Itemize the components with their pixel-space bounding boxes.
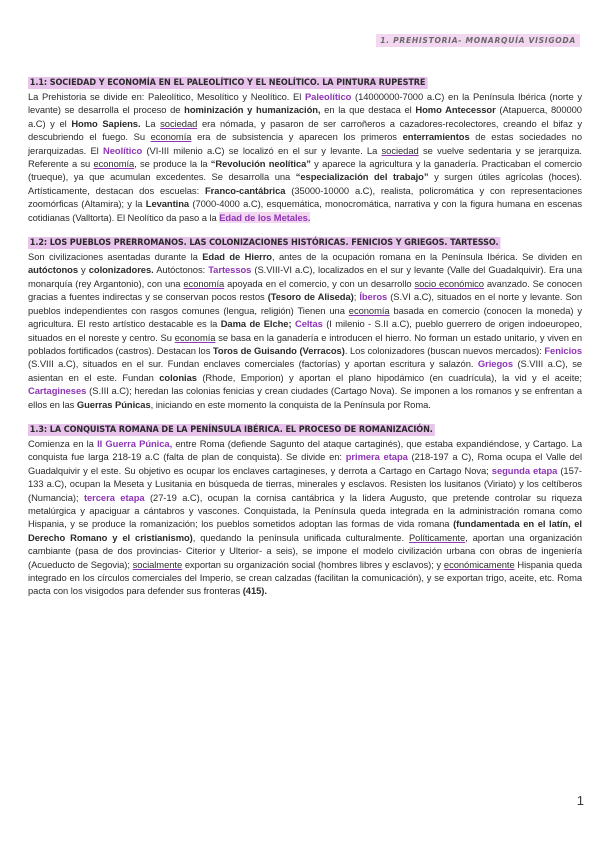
text-run: Autóctonos: [153, 264, 209, 276]
underlined-term: socialmente [132, 558, 183, 570]
bold-text: enterramientos [402, 131, 470, 143]
underlined-term: económicamente [443, 558, 515, 570]
text-run: , antes de la ocupación romana en la Península Ibérica. Se dividen en [271, 251, 583, 263]
bold-text: “Revolución neolítica” [210, 158, 311, 170]
section-pueblos-prerromanos [28, 232, 582, 411]
page-header: 1. PREHISTORIA- MONARQUÍA VISIGODA [376, 34, 580, 47]
highlight-term: Cartagineses [28, 385, 87, 397]
highlight-term: primera etapa [345, 451, 408, 463]
bold-text: colonizadores. [88, 264, 154, 276]
bold-text: Franco-cantábrica [205, 184, 286, 196]
text-run: entre Roma (defiende Sagunto del ataque cartaginés), que estaba expandiéndose, y Cartago. La conquista fue larga 218-19 a.C (falta de plan de conquista). Se divide en: [28, 437, 582, 463]
text-run: ; [353, 291, 360, 303]
text-run: era de subsistencia y aparecen los primeros [191, 131, 403, 143]
text-run: y [78, 264, 89, 276]
document-body [28, 72, 582, 606]
text-run: y aparece la agricultura y la ganadería. Practicaban el comercio (trueque), ya que acumulan excedentes. Se desarrolla una [28, 158, 582, 183]
text-run: La [140, 117, 161, 129]
text-run: , iniciando en este momento la conquista de la Península por Roma. [150, 398, 431, 410]
text-run: La Prehistoria se divide en: Paleolítico, Mesolítico y Neolítico. El [28, 91, 305, 102]
text-run: se vuelve sedentaria y se jerarquiza. Referente a su [28, 144, 582, 170]
highlight-term: Fenicios [544, 344, 582, 356]
text-run: (7000-4000 a.C), esquemática, monocromática, narrativa y con la figura humana en escenas cotidianas (Valltorta). El Neolítico da paso a la [28, 198, 582, 223]
text-run: Son civilizaciones asentadas durante la [28, 251, 203, 263]
bold-text: Levantina [145, 198, 190, 210]
bold-text: (fundamentada en el latín, el Derecho Romano y el cristianismo) [28, 518, 582, 543]
highlight-term: Íberos [359, 291, 388, 303]
underlined-term: economía [183, 277, 225, 289]
bold-text: Homo Sapiens. [71, 117, 141, 129]
text-run: avanzado. Se conocen gracias a fuentes indirectas y se conservan pocos restos [28, 277, 582, 303]
text-run: (S.VIII a.C), situados en el sur. Fundan enclaves comerciales (factorías) y aportan escritura y salazón. [28, 358, 478, 370]
bold-text: (Tesoro de Aliseda) [267, 291, 354, 303]
section-paragraph [28, 437, 582, 598]
page-number: 1 [576, 793, 584, 808]
text-run: (35000-10000 a.C), realista, policromática y con representaciones zoomórficas (Altamira); y la [28, 184, 582, 210]
underlined-term: sociedad [381, 144, 419, 156]
bold-text: “especialización del trabajo” [295, 171, 429, 183]
text-run: (S.VIII-VI a.C), localizados en el sur y levante (Valle del Guadalquivir). Era una monarquía (rey Argantonio), con una [28, 264, 582, 289]
text-run: . Los colonizadores (buscan nuevos mercados): [344, 344, 545, 356]
bold-text: Dama de Elche; [220, 318, 292, 330]
text-run: (I milenio - S.II a.C), pueblo guerrero de origen indoeuropeo, situados en el noreste y centro. Su [28, 318, 583, 343]
text-run: de estas sociedades no jerarquizadas. El [28, 131, 582, 156]
section-paleolitico-neolitico [28, 72, 582, 224]
highlight-term: tercera etapa [83, 491, 145, 503]
section-title: 1.3: LA CONQUISTA ROMANA DE LA PENÍNSULA IBÉRICA. EL PROCESO DE ROMANIZACIÓN. [29, 424, 433, 435]
underlined-term: economía [150, 131, 192, 143]
text-run: (157-133 a.C), ocupan la Meseta y Lusitania en búsqueda de tierras, minerales y esclavos. Resisten los lusitanos (Viriato) y los celtíberos (Numancia); [28, 464, 582, 503]
bold-text: colonias [159, 371, 197, 383]
text-run: , quedando la península unificada culturalmente. [192, 531, 409, 543]
underlined-term: economía [93, 158, 135, 170]
text-run: (S.III a.C); heredan las colonias fenicias y crean ciudades (Cartago Nova). Se imponen a los romanos y se enfrentan a ellos en las [28, 385, 582, 410]
highlight-term: Paleolítico [304, 91, 352, 102]
text-run: Comienza en la [28, 437, 98, 449]
text-run: era nómada, y pasaron de ser carroñeros a cazadores-recolectores, creando el bifaz y descubriendo el fuego. Su [28, 117, 583, 143]
text-run: basada en comercio (conocen la moneda) y agricultura. El resto artístico destacable es la [28, 304, 582, 330]
highlighted-term: Edad de los Metales. [219, 211, 311, 223]
text-run: (S.VI a.C), situados en el norte y levante. Son pueblos independientes con rasgos comunes (lengua, religión) Tienen una [28, 291, 583, 316]
text-run: , se produce la la [134, 158, 211, 170]
section-paragraph [28, 90, 582, 224]
bold-text: Edad de Hierro [202, 251, 272, 263]
bold-text: autóctonos [28, 264, 79, 276]
underlined-term: sociedad [160, 117, 198, 129]
text-run: (Atapuerca, 800000 a.C) y el [28, 104, 582, 129]
text-run: en la que destaca el [320, 104, 416, 116]
section-title: 1.2: LOS PUEBLOS PRERROMANOS. LAS COLONIZACIONES HISTÓRICAS. FENICIOS Y GRIEGOS. TARTESSO. [29, 238, 499, 249]
highlight-term: Griegos [477, 358, 513, 370]
section-paragraph [28, 250, 582, 411]
text-run: (Rhode, Emporion) y aportan el plano hipodámico (en cuadrícula), la vid y el aceite; [196, 371, 582, 383]
text-run: apoyada en el comercio, y con un desarrollo [224, 277, 415, 289]
bold-text: (415). [242, 585, 267, 597]
bold-text: Guerras Púnicas [76, 398, 151, 410]
bold-text: hominización y humanización, [184, 104, 321, 116]
text-run: (27-19 a.C), ocupan la cornisa cantábrica y la lidera Augusto, que pretende controlar su riqueza metalúrgica y apaciguar a cántabros y vascones. Conquistada, la Península queda integrada en la administración romana como Hispania, y se produce la romanización; los pueblos sometidos adoptan las formas de vida romana [28, 491, 582, 530]
underlined-term: economía [348, 304, 390, 316]
text-run: , aportan una organización cambiante (pasa de dos provincias- Citerior y Ulterior- a seis), se impone el modelo civilización urbana con obras de ingeniería (Acueducto de Segovia); [28, 531, 582, 570]
text-run: (S.VIII a.C), se asientan en el este. Fundan [28, 358, 582, 383]
underlined-term: economía [174, 331, 216, 343]
underlined-term: socio económico [414, 277, 484, 289]
text-run: (218-197 a C), Roma ocupa el Valle del Guadalquivir y el este. Su objetivo es ocupar los enclaves cartagineses, y derrota a Cartago en Cartago Nova; [28, 451, 583, 476]
section-conquista-romana [28, 419, 582, 598]
underlined-term: Políticamente [408, 531, 466, 543]
highlight-term: segunda etapa [491, 464, 558, 476]
highlight-term: II Guerra Púnica, [97, 437, 173, 449]
text-run: (VI-III milenio a.C) se localizó en el sur y levante. La [142, 144, 382, 156]
highlight-term: Celtas [294, 318, 323, 330]
bold-text: Toros de Guisando (Verracos) [212, 344, 345, 356]
text-run: Hispania queda integrado en los círculos comerciales del Imperio, se crean calzadas (facilitan la comunicación), y se exportan trigo, aceite, etc. Roma pacta con los visigodos para defender sus fronteras [28, 558, 583, 597]
section-title: 1.1: SOCIEDAD Y ECONOMÍA EN EL PALEOLÍTICO Y EL NEOLÍTICO. LA PINTURA RUPESTRE [29, 78, 426, 88]
text-run: (14000000-7000 a.C) en la Península Ibérica (norte y levante) se desarrolla el proceso de [28, 91, 582, 116]
highlight-term: Neolítico [103, 144, 143, 156]
bold-text: Homo Antecessor [415, 104, 496, 116]
highlight-term: Tartessos [208, 264, 252, 276]
text-run: exportan su organización social (hombres libres y esclavos); y [182, 558, 444, 570]
text-run: y surgen útiles agrícolas (hoces). Artísticamente, destacan dos escuelas: [28, 171, 582, 196]
text-run: se basa en la ganadería e introducen el hierro. No forman un estado unitario, y viven en poblados fortificados (castros). Destacan los [28, 331, 583, 356]
